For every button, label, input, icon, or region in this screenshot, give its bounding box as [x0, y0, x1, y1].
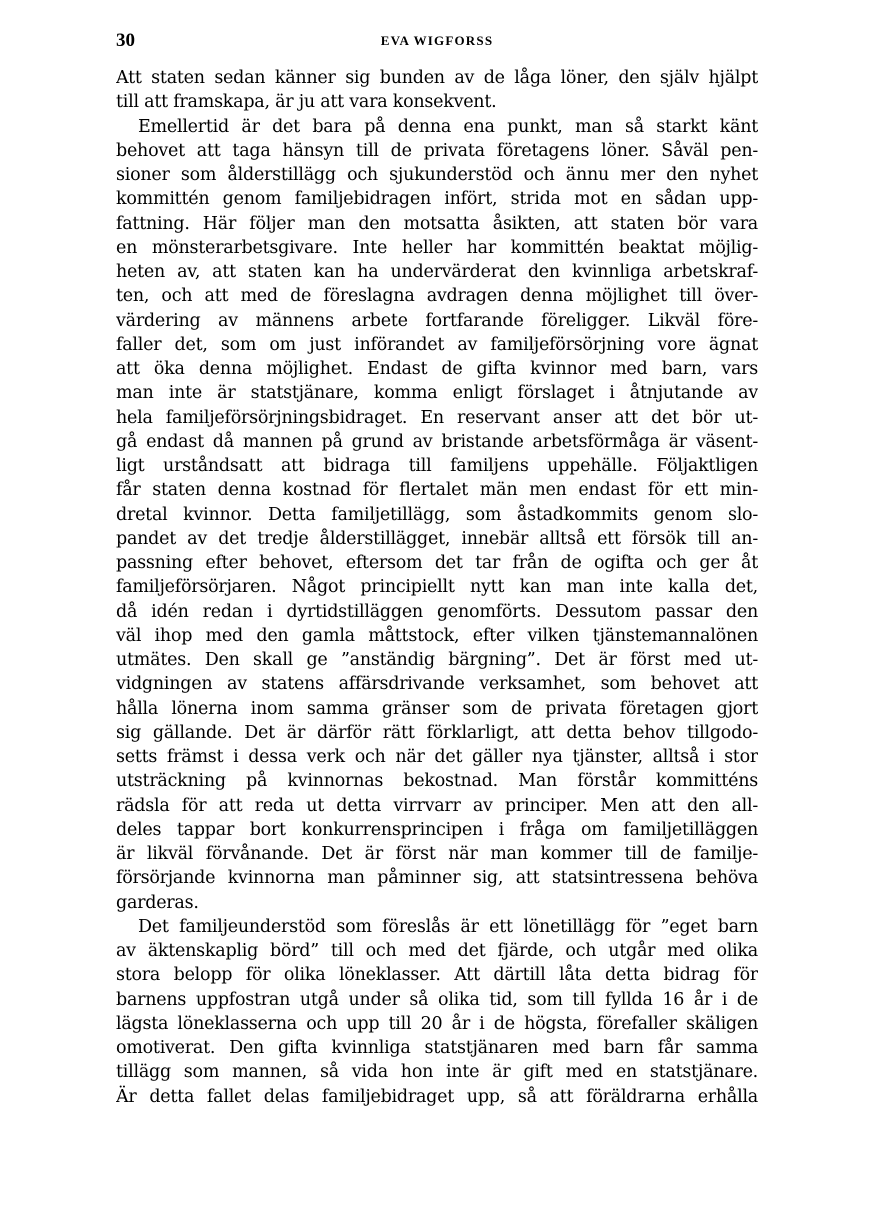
text-line: ligt urståndsatt att bidraga till familjens uppehälle. Följaktligen — [116, 456, 758, 476]
text-line: familjeförsörjaren. Något principiellt nytt kan man inte kalla det, — [116, 577, 758, 598]
text-line: pandet av det tredje ålderstillägget, innebär alltså ett försök till an- — [116, 528, 758, 549]
text-line: behovet att taga hänsyn till de privata företagens löner. Såväl pen- — [116, 140, 758, 161]
text-line: av äktenskaplig börd” till och med det fjärde, och utgår med olika — [116, 941, 758, 961]
text-line: omotiverat. Den gifta kvinnliga statstjänaren med barn får samma — [116, 1038, 758, 1058]
running-head: EVA WIGFORSS — [380, 33, 494, 48]
text-line: tillägg som mannen, så vida hon inte är gift med en statstjänare. — [116, 1062, 758, 1083]
text-line: Det familjeunderstöd som föreslås är ett lönetillägg för ”eget barn — [138, 916, 758, 937]
text-line: heten av, att staten kan ha undervärderat den kvinnliga arbetskraf- — [116, 262, 758, 282]
text-line: Är detta fallet delas familjebidraget upp, så att föräldrarna erhålla — [116, 1086, 758, 1107]
page-header — [116, 30, 758, 54]
text-line: garderas. — [116, 892, 199, 913]
text-line: hela familjeförsörjningsbidraget. En reservant anser att det bör ut- — [116, 407, 758, 428]
text-line: faller det, som om just införandet av familjeförsörjning vore ägnat — [116, 334, 758, 355]
text-line: Att staten sedan känner sig bunden av de låga löner, den själv hjälpt — [116, 68, 758, 88]
text-line: då idén redan i dyrtidstilläggen genomförts. Dessutom passar den — [116, 601, 758, 622]
text-line: till att framskapa, är ju att vara konsekvent. — [116, 92, 497, 113]
text-line: utmätes. Den skall ge ”anständig bärgning”. Det är först med ut- — [116, 650, 758, 670]
text-line: setts främst i dessa verk och när det gäller nya tjänster, alltså i stor — [116, 747, 758, 767]
text-line: en mönsterarbetsgivare. Inte heller har kommittén beaktat möjlig- — [116, 237, 758, 258]
text-line: sioner som ålderstillägg och sjukunderstöd och ännu mer den nyhet — [116, 165, 758, 185]
text-line: stora belopp för olika löneklasser. Att därtill låta detta bidrag för — [116, 965, 758, 986]
text-line: fattning. Här följer man den motsatta åsikten, att staten bör vara — [116, 213, 758, 234]
text-line: passning efter behovet, eftersom det tar från de ogifta och ger åt — [116, 553, 758, 573]
text-line: vidgningen av statens affärsdrivande verksamhet, som behovet att — [116, 674, 758, 695]
text-line: värdering av männens arbete fortfarande föreligger. Likväl före- — [116, 310, 758, 331]
text-line: är likväl förvånande. Det är först när man kommer till de familje- — [116, 844, 758, 864]
text-line: sig gällande. Det är därför rätt förklarligt, att detta behov tillgodo- — [116, 722, 758, 743]
text-line: kommittén genom familjebidragen infört, strida mot en sådan upp- — [116, 189, 758, 210]
text-line: dretal kvinnor. Detta familjetillägg, som åstadkommits genom slo- — [116, 504, 758, 525]
text-line: utsträckning på kvinnornas bekostnad. Man förstår kommitténs — [116, 771, 758, 792]
text-line: lägsta löneklasserna och upp till 20 år i de högsta, förefaller skäligen — [116, 1013, 758, 1034]
text-line: väl ihop med den gamla måttstock, efter vilken tjänstemannalönen — [116, 625, 758, 646]
text-line: gå endast då mannen på grund av bristande arbetsförmåga är väsent- — [116, 431, 758, 452]
text-line: barnens uppfostran utgå under så olika tid, som till fyllda 16 år i de — [116, 989, 758, 1010]
text-line: rädsla för att reda ut detta virrvarr av principer. Men att den all- — [116, 795, 758, 816]
page-number: 30 — [116, 30, 135, 51]
text-line: försörjande kvinnorna man påminner sig, att statsintressena behöva — [116, 868, 758, 889]
body-text — [116, 66, 758, 1109]
text-line: hålla lönerna inom samma gränser som de privata företagen gjort — [116, 698, 758, 719]
text-line: får staten denna kostnad för flertalet män men endast för ett min- — [116, 480, 758, 501]
text-line: ten, och att med de föreslagna avdragen denna möjlighet till över- — [116, 286, 758, 307]
text-line: Emellertid är det bara på denna ena punkt, man så starkt känt — [138, 116, 758, 137]
text-line: att öka denna möjlighet. Endast de gifta kvinnor med barn, vars — [116, 359, 758, 379]
text-line: man inte är statstjänare, komma enligt förslaget i åtnjutande av — [116, 383, 758, 404]
text-line: deles tappar bort konkurrensprincipen i fråga om familjetilläggen — [116, 819, 758, 840]
